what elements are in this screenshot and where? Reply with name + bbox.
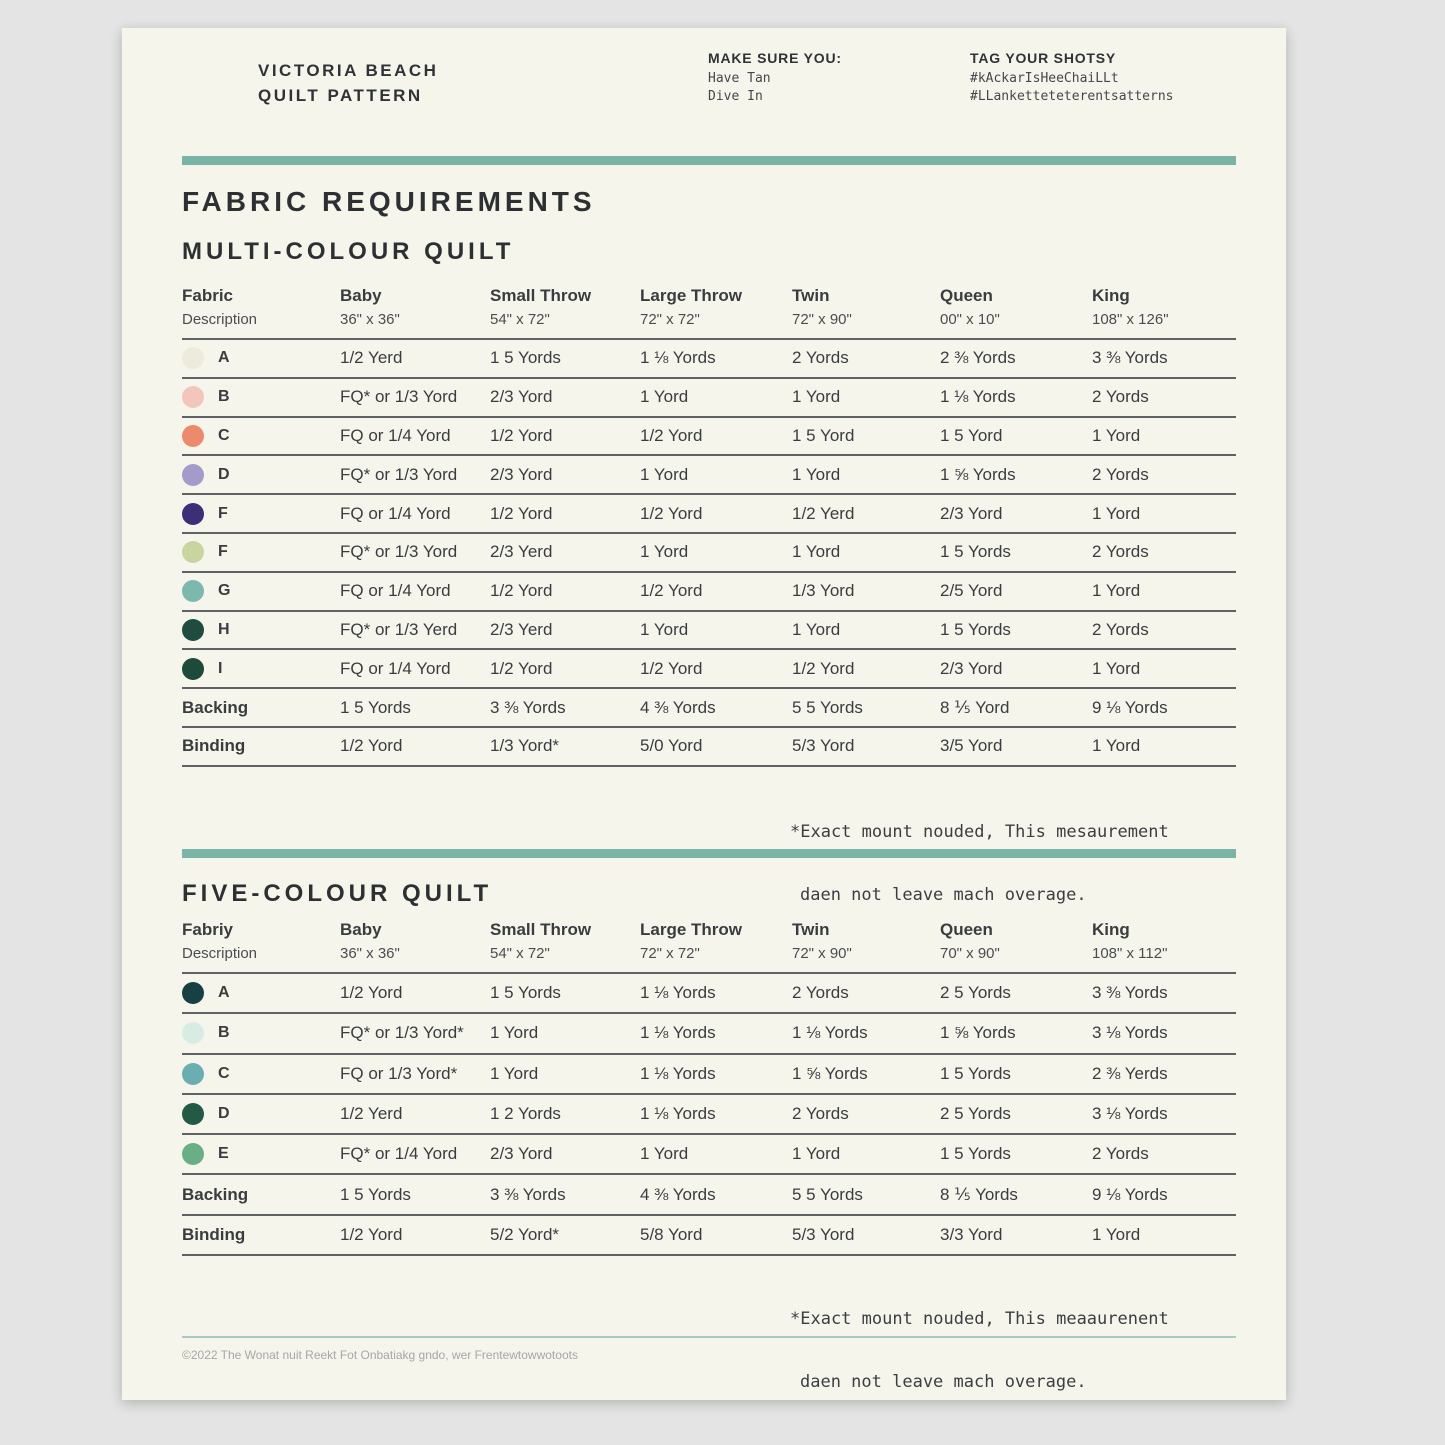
yardage-cell: 2 Yords (1092, 1134, 1236, 1174)
column-header-size (940, 284, 1092, 339)
column-header-size (640, 284, 792, 339)
fabric-letter: A (218, 984, 230, 1002)
tag-title: TAG YOUR SHOTSY (970, 50, 1117, 66)
fabric-swatch (182, 386, 204, 408)
yardage-cell: 1 Yord (792, 378, 940, 417)
yardage-cell: 2 ⅜ Yords (940, 339, 1092, 378)
fabric-swatch (182, 425, 204, 447)
fabric-letter: B (218, 1024, 230, 1042)
fabric-swatch (182, 1063, 204, 1085)
yardage-cell: FQ or 1/4 Yord (340, 417, 490, 456)
fabric-letter: F (218, 504, 228, 522)
divider-rule (182, 156, 1236, 165)
yardage-cell: 2/3 Yord (940, 494, 1092, 533)
column-header-size (1092, 918, 1236, 973)
yardage-cell: 3 ⅛ Yords (1092, 1094, 1236, 1134)
yardage-cell: 5 5 Yords (792, 688, 940, 727)
table-row (182, 649, 1236, 688)
column-header-name: King (1092, 920, 1130, 939)
multi-colour-title: MULTI-COLOUR QUILT (182, 238, 515, 265)
make-sure-line-2: Dive In (708, 89, 763, 104)
note-line-2: daen not leave mach overage. (800, 1372, 1087, 1392)
yardage-cell: 2 Yords (1092, 455, 1236, 494)
fabric-label-cell (182, 455, 340, 494)
column-header-dimensions: 54" x 72" (490, 311, 550, 328)
yardage-cell: 1 ⅝ Yords (940, 455, 1092, 494)
yardage-cell: 1 Yord (640, 533, 792, 572)
yardage-cell: 1 5 Yord (792, 417, 940, 456)
yardage-cell: 1 5 Yords (940, 1134, 1092, 1174)
yardage-cell: 1/2 Yerd (340, 1094, 490, 1134)
yardage-cell: 1/2 Yord (490, 417, 640, 456)
column-header-name: King (1092, 286, 1130, 305)
fabric-letter: D (218, 465, 230, 483)
table-row (182, 1174, 1236, 1214)
column-header-dimensions: 72" x 90" (792, 311, 852, 328)
yardage-cell: 1/2 Yord (640, 494, 792, 533)
fabric-swatch (182, 580, 204, 602)
yardage-cell: 1 ⅛ Yords (640, 1013, 792, 1053)
yardage-cell: 1 Yord (640, 1134, 792, 1174)
yardage-cell: FQ or 1/4 Yord (340, 572, 490, 611)
table-row (182, 1134, 1236, 1174)
fabric-letter: G (218, 582, 231, 600)
five-colour-title: FIVE-COLOUR QUILT (182, 880, 493, 907)
fabric-label-cell (182, 649, 340, 688)
fabric-swatch (182, 1103, 204, 1125)
table-row (182, 973, 1236, 1013)
yardage-cell: 4 ⅜ Yords (640, 688, 792, 727)
column-header-dimensions: 72" x 90" (792, 945, 852, 962)
fabric-swatch (182, 619, 204, 641)
note-line-1: *Exact mount nouded, This mesaurement (790, 822, 1169, 842)
yardage-cell: 2/5 Yord (940, 572, 1092, 611)
column-header-name: Queen (940, 286, 993, 305)
tag-block (970, 50, 1174, 106)
yardage-cell: 2 Yords (1092, 611, 1236, 650)
column-header-dimensions: 36" x 36" (340, 945, 400, 962)
column-header-name: Baby (340, 286, 382, 305)
yardage-cell: FQ* or 1/3 Yord (340, 533, 490, 572)
fabric-letter: I (218, 659, 223, 677)
yardage-cell: 1/3 Yord* (490, 727, 640, 766)
yardage-cell: 2/3 Yerd (490, 611, 640, 650)
yardage-cell: 9 ⅛ Yords (1092, 688, 1236, 727)
column-header-name: Large Throw (640, 286, 743, 305)
table-row (182, 1215, 1236, 1255)
column-header-dimensions: 54" x 72" (490, 945, 550, 962)
yardage-cell: 1 ⅛ Yords (640, 1054, 792, 1094)
yardage-cell: 5/2 Yord* (490, 1215, 640, 1255)
table-row (182, 1054, 1236, 1094)
yardage-cell: 1/2 Yord (640, 417, 792, 456)
column-header-name: Baby (340, 920, 382, 939)
fabric-letter: H (218, 620, 230, 638)
fabric-label-cell (182, 494, 340, 533)
yardage-cell: 1/2 Yord (640, 572, 792, 611)
yardage-cell: 1 Yord (1092, 494, 1236, 533)
column-header-dimensions: 36" x 36" (340, 311, 400, 328)
column-header-fabric (182, 284, 340, 339)
yardage-cell: 2/3 Yord (490, 378, 640, 417)
column-header-size (340, 284, 490, 339)
yardage-cell: 3 ⅜ Yords (1092, 973, 1236, 1013)
yardage-cell: 1 ⅝ Yords (792, 1054, 940, 1094)
yardage-cell: 5/3 Yord (792, 727, 940, 766)
yardage-cell: 1 ⅛ Yords (640, 973, 792, 1013)
fabric-swatch (182, 658, 204, 680)
yardage-cell: 1 ⅛ Yords (940, 378, 1092, 417)
footer-copyright: ©2022 The Wonat nuit Reekt Fot Onbatiakg gndo, wer Frentewtowwotoots (182, 1348, 578, 1362)
yardage-cell: FQ or 1/4 Yord (340, 649, 490, 688)
table-row (182, 572, 1236, 611)
table-row (182, 727, 1236, 766)
column-header-dimensions: 108" x 126" (1092, 311, 1169, 328)
yardage-cell: 5/0 Yord (640, 727, 792, 766)
fabric-label-cell: Binding (182, 1215, 340, 1255)
fabric-label-cell (182, 973, 340, 1013)
column-header-name: Queen (940, 920, 993, 939)
fabric-label-cell (182, 533, 340, 572)
yardage-cell: 1 5 Yords (940, 1054, 1092, 1094)
column-header-name: Small Throw (490, 286, 592, 305)
fabric-swatch (182, 982, 204, 1004)
yardage-cell: 2 Yords (792, 973, 940, 1013)
divider-rule (182, 849, 1236, 858)
column-header-size (490, 284, 640, 339)
column-header-size (792, 284, 940, 339)
yardage-cell: 1 Yord (1092, 1215, 1236, 1255)
section-title: FABRIC REQUIREMENTS (182, 186, 596, 217)
yardage-cell: FQ or 1/4 Yord (340, 494, 490, 533)
fabric-label-cell: Backing (182, 688, 340, 727)
fabric-letter: F (218, 543, 228, 561)
footer-rule (182, 1336, 1236, 1338)
column-header-size (792, 918, 940, 973)
make-sure-line-1: Have Tan (708, 71, 771, 86)
yardage-cell: 1/2 Yerd (792, 494, 940, 533)
fabric-label-cell (182, 417, 340, 456)
yardage-cell: 1/2 Yord (340, 1215, 490, 1255)
brand-line-2: QUILT PATTERN (258, 86, 423, 105)
fabric-letter: E (218, 1145, 229, 1163)
fabric-swatch (182, 503, 204, 525)
multi-colour-table (182, 284, 1236, 767)
column-header-dimensions: 72" x 72" (640, 311, 700, 328)
table-row (182, 533, 1236, 572)
hashtag-2: #LLanketteteterentsatterns (970, 89, 1174, 104)
column-header-size (340, 918, 490, 973)
column-header-dimensions: 108" x 112" (1092, 945, 1168, 962)
yardage-cell: 1 5 Yords (490, 973, 640, 1013)
column-header-dimensions: 72" x 72" (640, 945, 700, 962)
column-header-name: Fabriy (182, 920, 234, 939)
fabric-swatch (182, 1143, 204, 1165)
make-sure-title: MAKE SURE YOU: (708, 50, 842, 66)
column-header-name: Small Throw (490, 920, 592, 939)
yardage-cell: 1 Yord (792, 611, 940, 650)
yardage-cell: 1/2 Yord (340, 973, 490, 1013)
yardage-cell: 5 5 Yords (792, 1174, 940, 1214)
column-header-fabric (182, 918, 340, 973)
yardage-cell: 2 Yords (1092, 378, 1236, 417)
brand-line-1: VICTORIA BEACH (258, 61, 439, 80)
yardage-cell: 5/8 Yord (640, 1215, 792, 1255)
hashtag-1: #kAckarIsHeeChaiLLt (970, 71, 1119, 86)
yardage-cell: 2 Yords (792, 1094, 940, 1134)
yardage-cell: FQ* or 1/3 Yerd (340, 611, 490, 650)
yardage-cell: 3 ⅛ Yords (1092, 1013, 1236, 1053)
fabric-label-cell (182, 1013, 340, 1053)
yardage-cell: 1 Yord (640, 378, 792, 417)
yardage-cell: 2/3 Yord (940, 649, 1092, 688)
yardage-cell: 1 ⅝ Yords (940, 1013, 1092, 1053)
make-sure-block (708, 50, 842, 106)
fabric-swatch (182, 1022, 204, 1044)
column-header-dimensions: Description (182, 945, 258, 962)
table-row (182, 417, 1236, 456)
yardage-cell: 1 ⅛ Yords (640, 339, 792, 378)
fabric-label-cell (182, 611, 340, 650)
fabric-label-cell: Binding (182, 727, 340, 766)
table-row (182, 688, 1236, 727)
yardage-cell: 8 ⅕ Yords (940, 1174, 1092, 1214)
column-header-size (1092, 284, 1236, 339)
column-header-dimensions: Description (182, 311, 258, 328)
table-row (182, 455, 1236, 494)
yardage-cell: FQ* or 1/3 Yord (340, 455, 490, 494)
yardage-cell: 1 5 Yords (340, 1174, 490, 1214)
yardage-cell: 1/2 Yord (490, 649, 640, 688)
note-line-2: daen not leave mach overage. (800, 885, 1087, 905)
fabric-letter: D (218, 1105, 230, 1123)
fabric-swatch (182, 347, 204, 369)
yardage-cell: 1 Yord (792, 533, 940, 572)
yardage-cell: 2/3 Yerd (490, 533, 640, 572)
fabric-label-cell (182, 1094, 340, 1134)
yardage-cell: 1 ⅛ Yords (640, 1094, 792, 1134)
yardage-cell: 2 Yords (792, 339, 940, 378)
column-header-name: Twin (792, 286, 830, 305)
yardage-cell: 9 ⅛ Yords (1092, 1174, 1236, 1214)
yardage-cell: 1/3 Yord (792, 572, 940, 611)
yardage-cell: 2 ⅜ Yerds (1092, 1054, 1236, 1094)
fabric-letter: B (218, 388, 230, 406)
yardage-cell: 1 Yord (1092, 417, 1236, 456)
yardage-cell: 3/3 Yord (940, 1215, 1092, 1255)
yardage-cell: 1 Yord (640, 455, 792, 494)
fabric-label-cell (182, 572, 340, 611)
fabric-label-cell: Backing (182, 1174, 340, 1214)
yardage-cell: 2 5 Yords (940, 973, 1092, 1013)
yardage-cell: 8 ⅕ Yord (940, 688, 1092, 727)
yardage-cell: FQ or 1/3 Yord* (340, 1054, 490, 1094)
column-header-size (640, 918, 792, 973)
table-row (182, 1094, 1236, 1134)
pattern-page (122, 28, 1286, 1400)
fabric-letter: A (218, 349, 230, 367)
column-header-size (940, 918, 1092, 973)
fabric-letter: C (218, 1064, 230, 1082)
yardage-cell: FQ* or 1/3 Yord (340, 378, 490, 417)
pattern-brand (258, 58, 438, 108)
table-row (182, 339, 1236, 378)
fabric-label-cell (182, 378, 340, 417)
five-colour-table (182, 918, 1236, 1256)
yardage-cell: 1 5 Yords (340, 688, 490, 727)
yardage-cell: 1/2 Yord (490, 572, 640, 611)
yardage-cell: 3 ⅜ Yords (490, 688, 640, 727)
yardage-cell: 1/2 Yerd (340, 339, 490, 378)
column-header-name: Twin (792, 920, 830, 939)
table-row (182, 611, 1236, 650)
fabric-label-cell (182, 1054, 340, 1094)
yardage-cell: 3/5 Yord (940, 727, 1092, 766)
yardage-cell: FQ* or 1/3 Yord* (340, 1013, 490, 1053)
yardage-cell: 1/2 Yord (490, 494, 640, 533)
yardage-cell: 1 Yord (792, 455, 940, 494)
yardage-cell: 1 Yord (1092, 572, 1236, 611)
yardage-cell: FQ* or 1/4 Yord (340, 1134, 490, 1174)
fabric-label-cell (182, 339, 340, 378)
yardage-cell: 1/2 Yord (792, 649, 940, 688)
yardage-cell: 3 ⅜ Yords (1092, 339, 1236, 378)
fabric-letter: C (218, 426, 230, 444)
yardage-cell: 1 5 Yord (940, 417, 1092, 456)
yardage-cell: 1 5 Yords (490, 339, 640, 378)
five-colour-note (790, 1267, 1169, 1435)
yardage-cell: 1 Yord (640, 611, 792, 650)
column-header-name: Large Throw (640, 920, 743, 939)
table-row (182, 494, 1236, 533)
yardage-cell: 3 ⅜ Yords (490, 1174, 640, 1214)
yardage-cell: 1 2 Yords (490, 1094, 640, 1134)
fabric-swatch (182, 464, 204, 486)
yardage-cell: 1 5 Yords (940, 533, 1092, 572)
yardage-cell: 2/3 Yord (490, 455, 640, 494)
yardage-cell: 1 ⅛ Yords (792, 1013, 940, 1053)
table-row (182, 378, 1236, 417)
column-header-name: Fabric (182, 286, 234, 305)
column-header-dimensions: 00" x 10" (940, 311, 1000, 328)
yardage-cell: 1/2 Yord (640, 649, 792, 688)
fabric-label-cell (182, 1134, 340, 1174)
column-header-size (490, 918, 640, 973)
yardage-cell: 1 Yord (1092, 727, 1236, 766)
column-header-dimensions: 70" x 90" (940, 945, 1000, 962)
fabric-swatch (182, 541, 204, 563)
yardage-cell: 1 Yord (490, 1013, 640, 1053)
yardage-cell: 2 5 Yords (940, 1094, 1092, 1134)
yardage-cell: 1 Yord (792, 1134, 940, 1174)
yardage-cell: 1 Yord (1092, 649, 1236, 688)
yardage-cell: 1/2 Yord (340, 727, 490, 766)
yardage-cell: 5/3 Yord (792, 1215, 940, 1255)
yardage-cell: 1 5 Yords (940, 611, 1092, 650)
yardage-cell: 1 Yord (490, 1054, 640, 1094)
table-row (182, 1013, 1236, 1053)
note-line-1: *Exact mount nouded, This meaaurenent (790, 1309, 1169, 1329)
yardage-cell: 2 Yords (1092, 533, 1236, 572)
yardage-cell: 4 ⅜ Yords (640, 1174, 792, 1214)
yardage-cell: 2/3 Yord (490, 1134, 640, 1174)
